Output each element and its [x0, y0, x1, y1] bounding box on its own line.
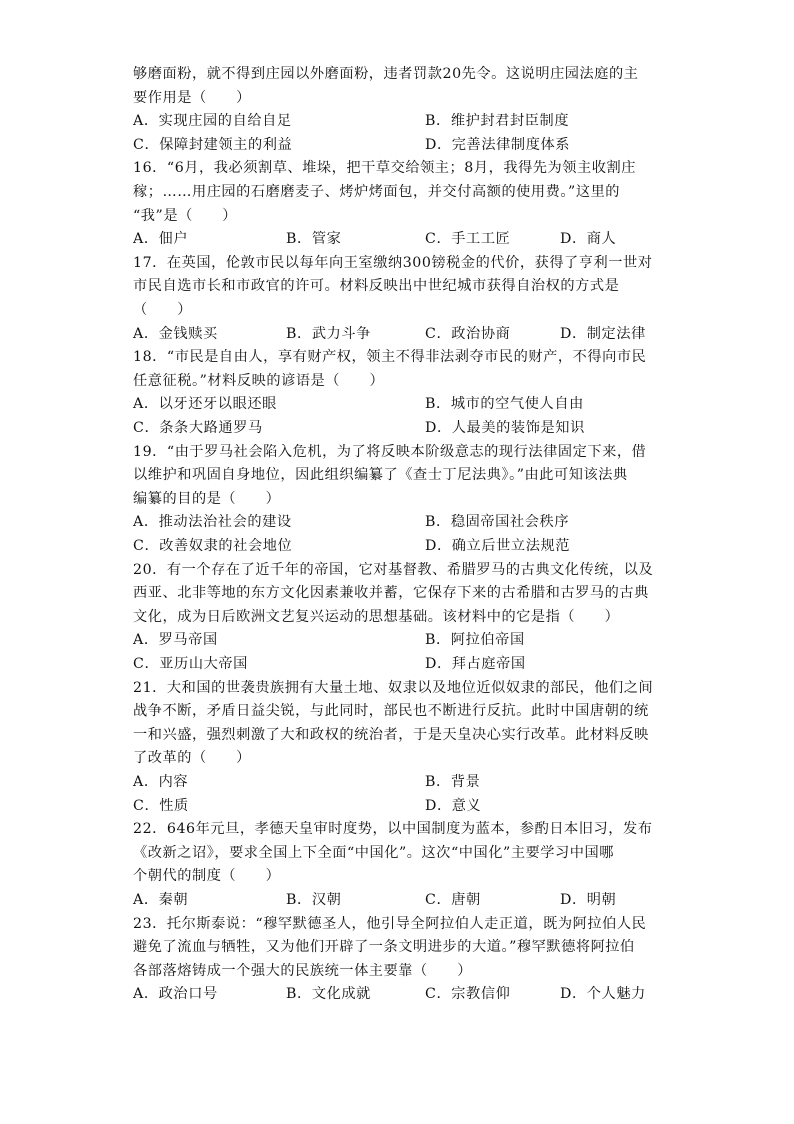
question-text-line: 16．“6月，我必须割草、堆垛，把干草交给领主；8月，我得先为领主收割庄: [133, 160, 636, 177]
question-text-line: “我”是（ ）: [133, 207, 238, 224]
answer-option: A．罗马帝国: [133, 632, 218, 649]
answer-option: A．推动法治社会的建设: [133, 514, 292, 531]
question-text-line: 17．在英国，伦敦市民以每年向王室缴纳300镑税金的代价，获得了亨利一世对: [133, 254, 653, 271]
answer-option: C．宗教信仰: [425, 986, 511, 1003]
options-row: [133, 536, 673, 556]
answer-option: D．拜占庭帝国: [425, 656, 526, 672]
answer-option: B．城市的空气使人自由: [425, 396, 584, 413]
question-text-line: 22．646年元旦，孝德天皇审时度势，以中国制度为蓝本，参酌日本旧习，发布: [133, 821, 653, 838]
options-row: [133, 796, 673, 816]
answer-option: A．秦朝: [133, 892, 189, 908]
question-text-line: 各部落熔铸成一个强大的民族统一体主要靠（ ）: [133, 962, 472, 979]
answer-option: C．性质: [133, 797, 189, 814]
answer-option: B．汉朝: [286, 892, 342, 908]
options-row: [133, 654, 673, 674]
answer-option: C．改善奴隶的社会地位: [133, 538, 293, 554]
question-text-line: 文化，成为日后欧洲文艺复兴运动的思想基础。该材料中的它是指（ ）: [133, 608, 620, 625]
options-row: [133, 111, 673, 131]
question-text-line: 要作用是（ ）: [133, 89, 251, 106]
question-text-line: 以维护和巩固自身地位，因此组织编纂了《查士丁尼法典》。”由此可知该法典: [133, 467, 628, 484]
answer-option: A．政治口号: [133, 986, 218, 1003]
options-row: [133, 229, 673, 249]
answer-option: A．金钱赎买: [133, 325, 218, 342]
answer-option: B．文化成就: [286, 986, 371, 1003]
options-row: [133, 512, 673, 532]
options-row: [133, 324, 673, 344]
answer-option: C．手工工匠: [425, 231, 511, 248]
question-text-line: 20．有一个存在了近千年的帝国，它对基督教、希腊罗马的古典文化传统，以及: [133, 561, 654, 578]
options-row: [133, 984, 673, 1004]
question-text-line: 避免了流血与牺牲，又为他们开辟了一条文明进步的大道。”穆罕默德将阿拉伯: [133, 939, 635, 956]
answer-option: C．亚历山大帝国: [133, 656, 248, 672]
answer-option: D．意义: [425, 797, 482, 814]
question-text-line: 21．大和国的世袭贵族拥有大量土地、奴隶以及地位近似奴隶的部民，他们之间: [133, 679, 654, 696]
question-text-line: （ ）: [133, 302, 192, 318]
options-row: [133, 890, 673, 910]
question-text-line: 市民自选市长和市政官的许可。材料反映出中世纪城市获得自治权的方式是: [133, 278, 620, 295]
answer-option: B．维护封君封臣制度: [425, 113, 570, 130]
answer-option: C．唐朝: [425, 892, 481, 908]
answer-option: B．管家: [286, 231, 342, 248]
question-text-line: 够磨面粉，就不得到庄园以外磨面粉，违者罚款20先令。这说明庄园法庭的主: [133, 66, 639, 82]
answer-option: D．商人: [560, 231, 617, 248]
answer-option: D．完善法律制度体系: [425, 136, 571, 153]
answer-option: C．政治协商: [425, 325, 511, 342]
options-row: [133, 394, 673, 414]
question-text-line: 《改新之诏》，要求全国上下全面“中国化”。这次“中国化”主要学习中国哪: [133, 844, 614, 861]
question-text-line: 任意征税。”材料反映的谚语是（ ）: [133, 372, 385, 389]
options-row: [133, 772, 673, 792]
answer-option: B．稳固帝国社会秩序: [425, 514, 570, 531]
question-text-line: 19．“由于罗马社会陷入危机，为了将反映本阶级意志的现行法律固定下来，借: [133, 443, 647, 460]
question-text-line: 一和兴盛，强烈刺激了大和政权的统治者，于是天皇决心实行改革。此材料反映: [133, 726, 649, 743]
answer-option: A．佃户: [133, 231, 189, 248]
question-text-line: 了改革的（ ）: [133, 750, 251, 767]
answer-option: A．以牙还牙以眼还眼: [133, 396, 277, 413]
answer-option: D．明朝: [560, 892, 617, 908]
answer-option: D．制定法律: [560, 325, 646, 342]
answer-option: D．确立后世立法规范: [425, 538, 571, 554]
question-text-line: 18．“市民是自由人，享有财产权，领主不得非法剥夺市民的财产，不得向市民: [133, 349, 647, 366]
answer-option: D．人最美的装饰是知识: [425, 420, 585, 436]
options-row: [133, 630, 673, 650]
answer-option: B．武力斗争: [286, 325, 371, 342]
answer-option: A．实现庄园的自给自足: [133, 113, 292, 130]
answer-option: B．阿拉伯帝国: [425, 632, 525, 649]
options-row: [133, 135, 673, 155]
answer-option: D．个人魅力: [560, 986, 646, 1003]
answer-option: C．保障封建领主的利益: [133, 136, 293, 153]
question-text-line: 个朝代的制度（ ）: [133, 868, 281, 885]
question-text-line: 编纂的目的是（ ）: [133, 490, 281, 507]
question-text-line: 西亚、北非等地的东方文化因素兼收并蓄，它保存下来的古希腊和古罗马的古典: [133, 585, 649, 602]
question-text-line: 稼；……用庄园的石磨磨麦子、烤炉烤面包，并交付高额的使用费。”这里的: [133, 184, 621, 200]
question-text-line: 战争不断，矛盾日益尖锐，与此同时，部民也不断进行反抗。此时中国唐朝的统: [133, 703, 649, 720]
options-row: [133, 418, 673, 438]
answer-option: C．条条大路通罗马: [133, 420, 263, 436]
answer-option: A．内容: [133, 774, 189, 790]
answer-option: B．背景: [425, 774, 481, 790]
question-text-line: 23．托尔斯泰说：“穆罕默德圣人，他引导全阿拉伯人走正道，既为阿拉伯人民: [133, 915, 647, 932]
